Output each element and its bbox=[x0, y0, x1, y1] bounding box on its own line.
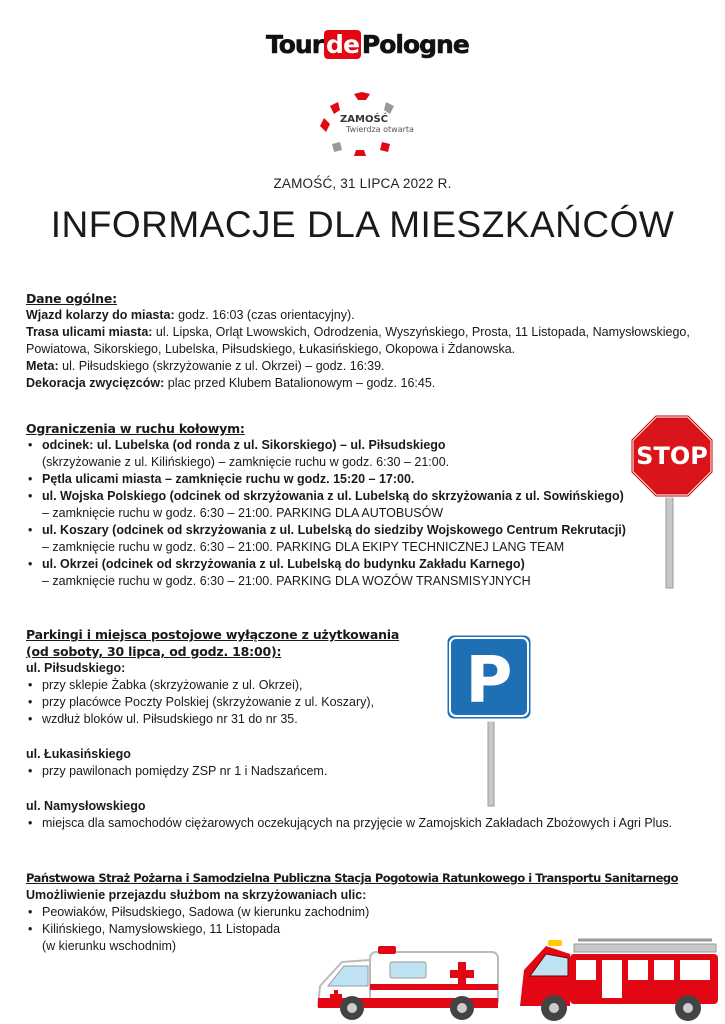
parking-list bbox=[26, 815, 716, 832]
list-item bbox=[26, 471, 666, 488]
traffic-section bbox=[26, 420, 666, 590]
general-item-label: Dekoracja zwycięzców: bbox=[26, 376, 165, 390]
parking-groups bbox=[26, 660, 716, 832]
item-bold: ul. Koszary (odcinek od skrzyżowania z ul. Lubelską do siedziby Wojskowego Centrum Rekrutacji) bbox=[42, 523, 626, 537]
general-item-route bbox=[26, 324, 706, 358]
general-item-text: plac przed Klubem Batalionowym – godz. 16:45. bbox=[164, 376, 436, 390]
parking-section bbox=[26, 626, 426, 660]
fire-truck-icon bbox=[512, 932, 722, 1022]
list-item bbox=[26, 488, 666, 522]
zamosc-emblem bbox=[310, 92, 416, 156]
parking-heading-line1: Parkingi i miejsca postojowe wyłączone z użytkowania bbox=[26, 627, 400, 642]
general-item-label: Meta: bbox=[26, 359, 59, 373]
list-item: • wzdłuż bloków ul. Piłsudskiego nr 31 do nr 35. bbox=[26, 711, 716, 728]
stop-sign-text: STOP bbox=[636, 442, 708, 470]
parking-list bbox=[26, 677, 716, 728]
emergency-heading: Państwowa Straż Pożarna i Samodzielna Publiczna Stacja Pogotowia Ratunkowego i Transportu Sanitarnego bbox=[26, 871, 678, 885]
logo-part-de: de bbox=[326, 30, 359, 59]
parking-sign-letter: P bbox=[465, 644, 513, 718]
item-rest: – zamknięcie ruchu w godz. 6:30 – 21:00. PARKING DLA WOZÓW TRANSMISYJNYCH bbox=[42, 574, 531, 588]
page-title: INFORMACJE DLA MIESZKAŃCÓW bbox=[50, 204, 675, 245]
item-extra: (w kierunku wschodnim) bbox=[42, 939, 177, 953]
parking-street: ul. Łukasińskiego bbox=[26, 747, 131, 761]
parking-street: ul. Piłsudskiego: bbox=[26, 661, 126, 675]
parking-list bbox=[26, 763, 716, 780]
item-bold: ul. Okrzei (odcinek od skrzyżowania z ul. Lubelską do budynku Zakładu Karnego) bbox=[42, 557, 525, 571]
list-item bbox=[26, 556, 666, 590]
general-item-text: ul. Piłsudskiego (skrzyżowanie z ul. Okrzei) – godz. 16:39. bbox=[58, 359, 385, 373]
item-bold: odcinek: ul. Lubelska (od ronda z ul. Sikorskiego) – ul. Piłsudskiego bbox=[42, 438, 446, 452]
list-item: • przy sklepie Żabka (skrzyżowanie z ul. Okrzei), bbox=[26, 677, 716, 694]
parking-sign-icon bbox=[444, 632, 536, 808]
general-item-label: Wjazd kolarzy do miasta: bbox=[26, 308, 175, 322]
emblem-city: ZAMOŚĆ bbox=[340, 114, 388, 125]
item-rest: – zamknięcie ruchu w godz. 6:30 – 21:00. PARKING DLA AUTOBUSÓW bbox=[42, 506, 444, 520]
date-line: ZAMOŚĆ, 31 LIPCA 2022 R. bbox=[273, 176, 452, 191]
general-item-label: Trasa ulicami miasta: bbox=[26, 325, 153, 339]
logo-part-tour: Tour bbox=[266, 30, 324, 59]
parking-street: ul. Namysłowskiego bbox=[26, 799, 146, 813]
tour-de-pologne-logo bbox=[266, 28, 469, 62]
item-bold: ul. Wojska Polskiego (odcinek od skrzyżowania z ul. Lubelską do skrzyżowania z ul. Sowińskiego) bbox=[42, 489, 624, 503]
traffic-heading: Ograniczenia w ruchu kołowym: bbox=[26, 421, 245, 436]
parking-heading-line2: (od soboty, 30 lipca, od godz. 18:00): bbox=[26, 644, 282, 659]
general-item-ceremony bbox=[26, 375, 706, 392]
item-rest: – zamknięcie ruchu w godz. 6:30 – 21:00. PARKING DLA EKIPY TECHNICZNEJ LANG TEAM bbox=[42, 540, 565, 554]
item-bold: Pętla ulicami miasta – zamknięcie ruchu w godz. 15:20 – 17:00. bbox=[42, 472, 415, 486]
list-item bbox=[26, 522, 666, 556]
logo-part-pologne: Pologne bbox=[361, 30, 469, 59]
general-section bbox=[26, 290, 706, 392]
general-heading: Dane ogólne: bbox=[26, 291, 117, 306]
item-text: Kilińskiego, Namysłowskiego, 11 Listopada bbox=[42, 922, 281, 936]
list-item: • miejsca dla samochodów ciężarowych oczekujących na przyjęcie w Zamojskich Zakładach Zbożowych i Agri Plus. bbox=[26, 815, 716, 832]
list-item: • przy placówce Poczty Polskiej (skrzyżowanie z ul. Koszary), bbox=[26, 694, 716, 711]
emergency-subheading: Umożliwienie przejazdu służbom na skrzyżowaniach ulic: bbox=[26, 888, 367, 902]
list-item: • przy pawilonach pomiędzy ZSP nr 1 i Nadszańcem. bbox=[26, 763, 716, 780]
list-item: • Peowiaków, Piłsudskiego, Sadowa (w kierunku zachodnim) bbox=[26, 904, 716, 921]
stop-sign-icon bbox=[628, 412, 716, 590]
emblem-tagline: Twierdza otwarta bbox=[346, 125, 414, 134]
traffic-list bbox=[26, 437, 666, 590]
list-item bbox=[26, 437, 666, 471]
general-item-text: ul. Lipska, Orląt Lwowskich, Odrodzenia, Wyszyńskiego, Prosta, 11 Listopada, Namysłowskiego, Powiatowa, Sikorskiego, Lubelska, Piłsudskiego, Łukasińskiego, Okopowa i Żdanowska. bbox=[26, 325, 690, 356]
general-item-finish bbox=[26, 358, 706, 375]
general-item-entry bbox=[26, 307, 706, 324]
item-rest: (skrzyżowanie z ul. Kilińskiego) – zamknięcie ruchu w godz. 6:30 – 21:00. bbox=[42, 455, 450, 469]
general-item-text: godz. 16:03 (czas orientacyjny). bbox=[174, 308, 355, 322]
ambulance-icon bbox=[312, 940, 502, 1022]
